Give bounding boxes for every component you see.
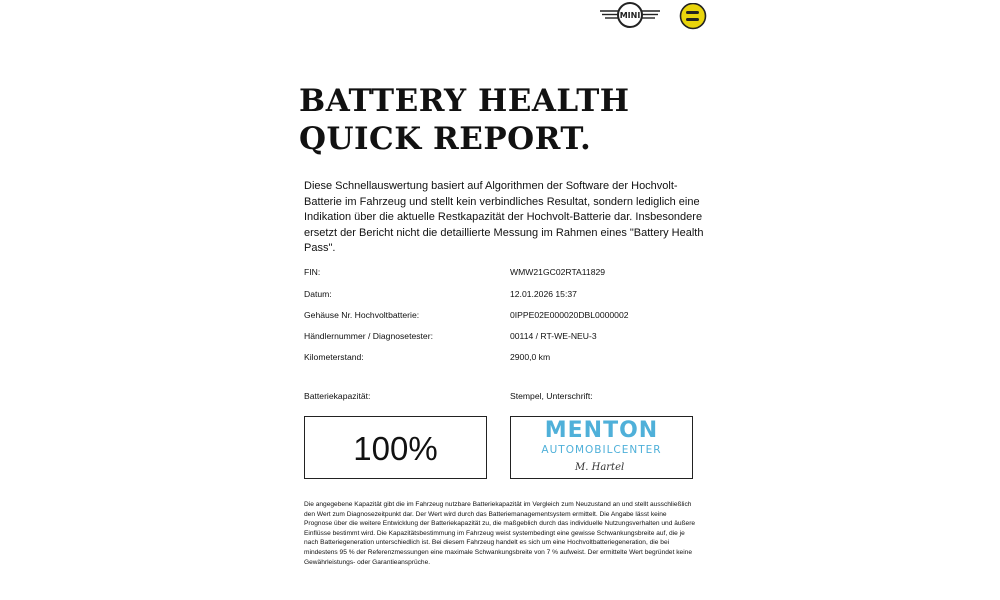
title-line-2: QUICK REPORT.: [299, 121, 592, 157]
detail-label: FIN:: [304, 267, 321, 277]
title-line-1: BATTERY HEALTH: [299, 83, 630, 119]
brand-logos: [598, 2, 710, 30]
detail-row-mileage: [304, 350, 704, 364]
detail-value: 00114 / RT-WE-NEU-3: [510, 331, 597, 341]
capacity-value: 100%: [353, 430, 438, 467]
capacity-box: [304, 416, 487, 479]
detail-value: 2900,0 km: [510, 352, 551, 362]
detail-value: 12.01.2026 15:37: [510, 289, 577, 299]
stamp-company-name: MENTON: [544, 418, 659, 443]
report-title: [299, 82, 630, 158]
detail-label: Kilometerstand:: [304, 352, 364, 362]
detail-value: 0IPPE02E000020DBL0000002: [510, 310, 629, 320]
detail-label: Händlernummer / Diagnosetester:: [304, 331, 433, 341]
detail-row-date: [304, 287, 704, 301]
detail-value: WMW21GC02RTA11829: [510, 267, 606, 277]
stamp-label: Stempel, Unterschrift:: [510, 391, 593, 401]
stamp-company-subtitle: AUTOMOBILCENTER: [541, 444, 662, 456]
intro-paragraph: Diese Schnellauswertung basiert auf Algorithmen der Software der Hochvolt-Batterie im Fahrzeug und stellt kein verbindliches Resultat, sondern lediglich eine Indikation über die aktuelle Restkapazität der Hochvolt-Batterie dar. Insbesondere ersetzt der Bericht nicht die detaillierte Messung im Rahmen eines "Battery Health Pass".: [304, 180, 704, 254]
capacity-label: Batteriekapazität:: [304, 391, 371, 401]
handwritten-signature: [573, 457, 633, 475]
detail-row-fin: [304, 265, 704, 279]
mini-logo-text: MINI: [619, 11, 641, 20]
detail-row-dealer: [304, 329, 704, 343]
svg-text:M. Hartel: M. Hartel: [575, 462, 625, 473]
detail-label: Datum:: [304, 289, 332, 299]
detail-row-battery-housing: [304, 308, 704, 322]
mini-logo-icon: [598, 2, 662, 30]
dealer-stamp: [510, 416, 693, 479]
disclaimer-text: Die angegebene Kapazität gibt die im Fahrzeug nutzbare Batteriekapazität im Vergleich zum Neuzustand an und stellt ausschließlich den Wert zum Diagnosezeitpunkt dar. Der Wert wird durch das Batteriemanagementsystem ermittelt. Die Angabe lässt keine Prognose über die weitere Entwicklung der Batteriekapazität zu, die maßgeblich durch das individuelle Nutzungsverhalten und äußere Einflüsse bestimmt wird. Die Kapazitätsbestimmung im Fahrzeug weist systembedingt eine gewisse Schwankungsbreite auf, die je nach Batteriegeneration unterschiedlich ist. Bei diesem Fahrzeug handelt es sich um eine Hochvoltbatteriegeneration, die bei mindestens 95 % der Referenzmessungen eine maximale Schwankungsbreite von 7 % aufweist. Der ermittelte Wert begründet keine Gewährleistungs- oder Garantieansprüche.: [304, 501, 696, 566]
electric-badge-icon: [678, 3, 708, 31]
detail-label: Gehäuse Nr. Hochvoltbatterie:: [304, 310, 420, 320]
